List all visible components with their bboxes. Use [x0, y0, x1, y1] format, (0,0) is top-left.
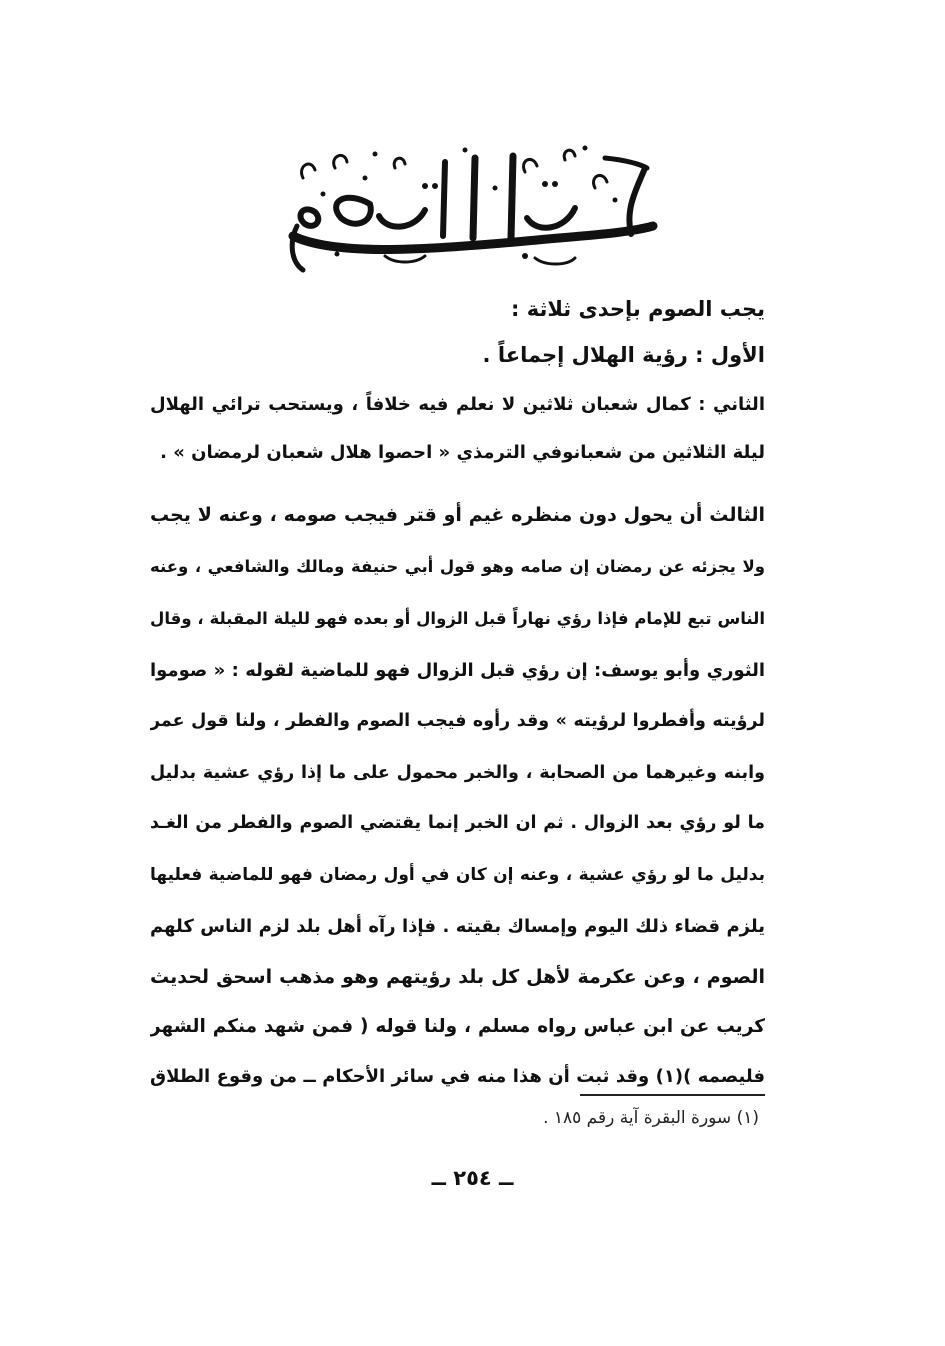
text-line-6: ولا يجزئه عن رمضان إن صامه وهو قول أبي حنيفة ومالك والشافعي ، وعنه — [150, 557, 765, 576]
text-line-4: ليلة الثلاثين من شعبانوفي الترمذي « احصوا هلال شعبان لرمضان » . — [160, 442, 765, 463]
text-line-9: لرؤيته وأفطروا لرؤيته » وقد رأوه فيجب الصوم والفطر ، ولنا قول عمر — [150, 711, 765, 731]
text-line-8: الثوري وأبو يوسف: إن رؤي قبل الزوال فهو للماضية لقوله : « صوموا — [150, 660, 765, 681]
text-line-11: ما لو رؤي بعد الزوال . ثم ان الخبر إنما يقتضي الصوم والفطر من الغـد — [150, 813, 765, 833]
text-line-15: كريب عن ابن عباس رواه مسلم ، ولنا قوله ( فمن شهد منكم الشهر — [150, 1016, 765, 1037]
text-line-10: وابنه وغيرهما من الصحابة ، والخبر محمول على ما إذا رؤي عشية بدليل — [150, 763, 765, 783]
text-line-3: الثاني : كمال شعبان ثلاثين لا نعلم فيه خلافاً ، ويستحب ترائي الهلال — [150, 394, 765, 415]
footnote-divider — [580, 1094, 765, 1096]
text-line-16: فليصمه )(١) وقد ثبت أن هذا منه في سائر الأحكام ــ من وقوع الطلاق — [150, 1066, 765, 1087]
text-line-5: الثالث أن يحول دون منظره غيم أو قتر فيجب صومه ، وعنه لا يجب — [150, 504, 765, 526]
page-number: ــ ٢٥٤ ــ — [431, 1166, 514, 1190]
text-line-14: الصوم ، وعن عكرمة لأهل كل بلد رؤيتهم وهو مذهب اسحق لحديث — [150, 966, 765, 988]
text-line-2: الأول : رؤية الهلال إجماعاً . — [482, 343, 765, 367]
text-line-12: بدليل ما لو رؤي عشية ، وعنه إن كان في أول رمضان فهو للماضية فعليها — [150, 865, 765, 885]
main-text — [150, 0, 765, 1346]
footnote: (١) سورة البقرة آية رقم ١٨٥ . — [543, 1108, 759, 1128]
text-line-1: يجب الصوم بإحدى ثلاثة : — [511, 297, 765, 321]
text-line-7: الناس تبع للإمام فإذا رؤي نهاراً قبل الزوال أو بعده فهو لليلة المقبلة ، وقال — [150, 609, 765, 628]
text-line-13: يلزم قضاء ذلك اليوم وإمساك بقيته . فإذا رآه أهل بلد لزم الناس كلهم — [150, 916, 765, 937]
